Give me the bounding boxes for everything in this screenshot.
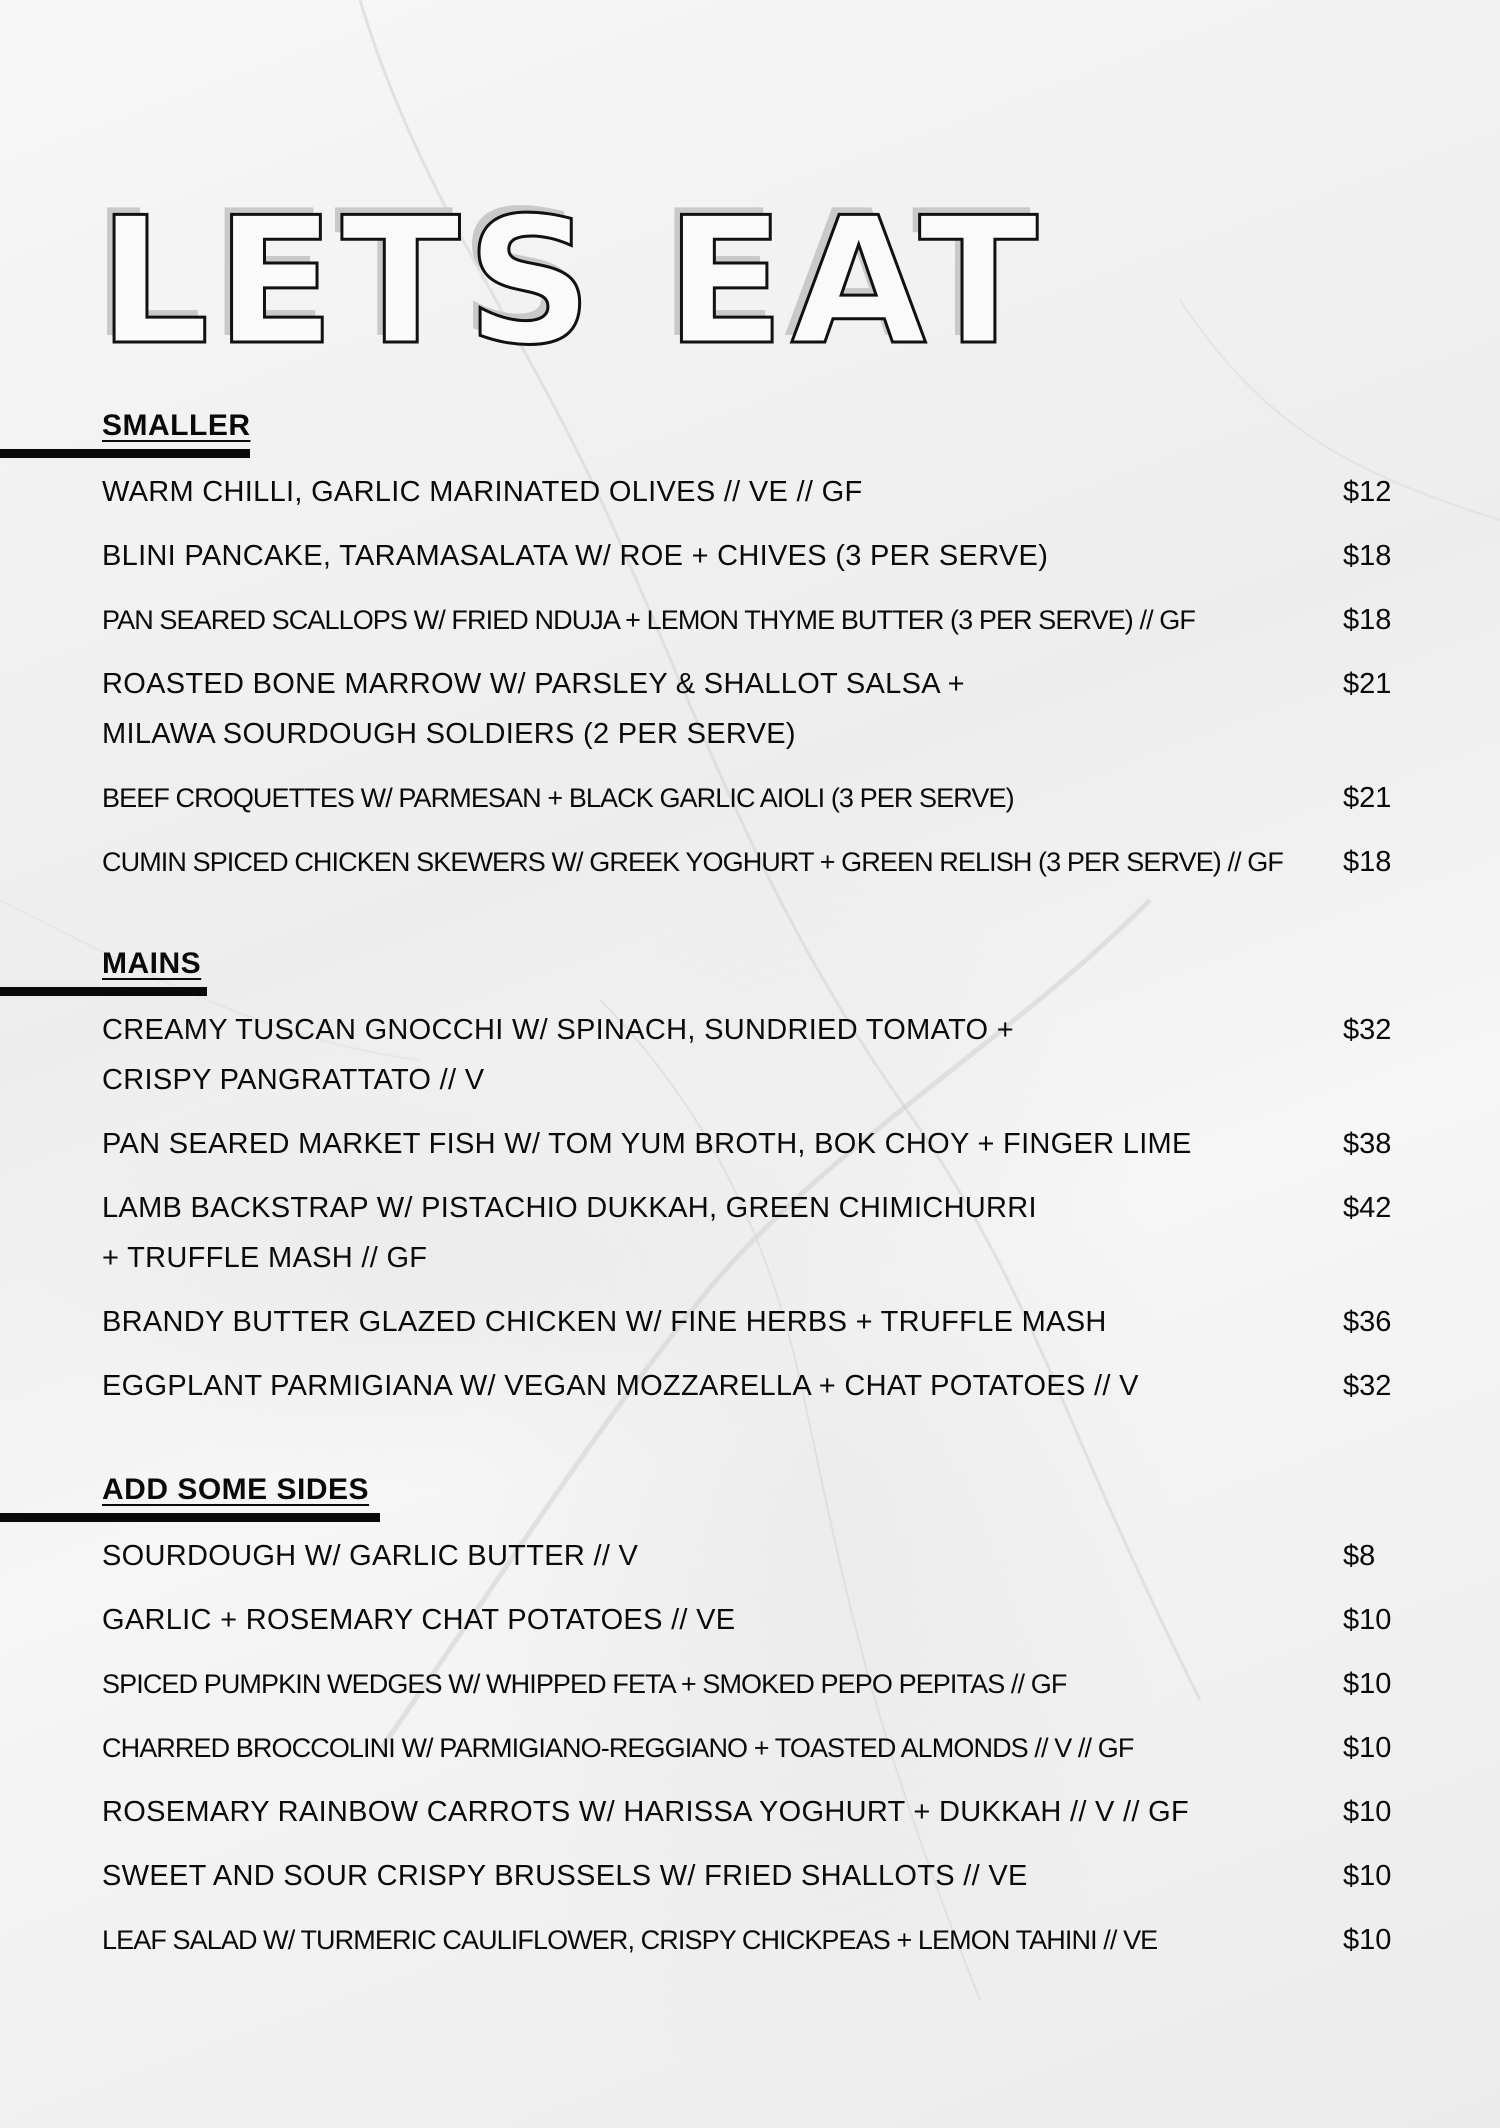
menu-item bbox=[0, 1119, 1500, 1183]
menu-item bbox=[0, 595, 1500, 659]
item-price: $10 bbox=[1343, 1924, 1392, 1956]
menu-item bbox=[0, 837, 1500, 901]
menu-item bbox=[0, 1361, 1500, 1425]
item-name: BLINI PANCAKE, TARAMASALATA W/ ROE + CHIVES (3 PER SERVE) bbox=[102, 540, 1049, 572]
menu-item-list bbox=[0, 1005, 1500, 1425]
menu-item bbox=[0, 1851, 1500, 1915]
item-price: $8 bbox=[1343, 1540, 1376, 1572]
item-name: CREAMY TUSCAN GNOCCHI W/ SPINACH, SUNDRIED TOMATO + CRISPY PANGRATTATO // V bbox=[102, 1014, 1015, 1096]
item-price: $42 bbox=[1343, 1192, 1392, 1224]
menu-item bbox=[0, 1531, 1500, 1595]
item-price: $38 bbox=[1343, 1128, 1392, 1160]
section-underline-bar bbox=[0, 987, 207, 996]
item-price: $32 bbox=[1343, 1370, 1392, 1402]
item-price: $18 bbox=[1343, 540, 1392, 572]
section-underline-bar bbox=[0, 1513, 380, 1522]
section-smaller bbox=[0, 395, 1500, 901]
menu-item bbox=[0, 1787, 1500, 1851]
item-name: SOURDOUGH W/ GARLIC BUTTER // V bbox=[102, 1540, 639, 1572]
item-price: $10 bbox=[1343, 1860, 1392, 1892]
menu-item bbox=[0, 1005, 1500, 1119]
menu-item bbox=[0, 1659, 1500, 1723]
item-name: LEAF SALAD W/ TURMERIC CAULIFLOWER, CRISPY CHICKPEAS + LEMON TAHINI // VE bbox=[102, 1925, 1158, 1955]
item-name: EGGPLANT PARMIGIANA W/ VEGAN MOZZARELLA + CHAT POTATOES // V bbox=[102, 1370, 1139, 1402]
menu-item bbox=[0, 659, 1500, 773]
menu-item bbox=[0, 773, 1500, 837]
item-name: GARLIC + ROSEMARY CHAT POTATOES // VE bbox=[102, 1604, 736, 1636]
item-price: $10 bbox=[1343, 1796, 1392, 1828]
item-price: $21 bbox=[1343, 668, 1392, 700]
menu-item bbox=[0, 1723, 1500, 1787]
item-name: WARM CHILLI, GARLIC MARINATED OLIVES // VE // GF bbox=[102, 476, 863, 508]
section-title: ADD SOME SIDES bbox=[102, 1473, 370, 1506]
item-price: $36 bbox=[1343, 1306, 1392, 1338]
item-price: $18 bbox=[1343, 604, 1392, 636]
menu-item bbox=[0, 531, 1500, 595]
item-name: ROASTED BONE MARROW W/ PARSLEY & SHALLOT SALSA + MILAWA SOURDOUGH SOLDIERS (2 PER SERVE) bbox=[102, 668, 965, 750]
section-add-some-sides bbox=[0, 1459, 1500, 1979]
item-price: $10 bbox=[1343, 1668, 1392, 1700]
item-name: CHARRED BROCCOLINI W/ PARMIGIANO-REGGIANO + TOASTED ALMONDS // V // GF bbox=[102, 1733, 1134, 1763]
item-name: BEEF CROQUETTES W/ PARMESAN + BLACK GARLIC AIOLI (3 PER SERVE) bbox=[102, 783, 1014, 813]
item-price: $21 bbox=[1343, 782, 1392, 814]
item-name: ROSEMARY RAINBOW CARROTS W/ HARISSA YOGHURT + DUKKAH // V // GF bbox=[102, 1796, 1189, 1828]
item-name: LAMB BACKSTRAP W/ PISTACHIO DUKKAH, GREEN CHIMICHURRI + TRUFFLE MASH // GF bbox=[102, 1192, 1037, 1274]
item-name: PAN SEARED SCALLOPS W/ FRIED NDUJA + LEMON THYME BUTTER (3 PER SERVE) // GF bbox=[102, 605, 1195, 635]
item-price: $10 bbox=[1343, 1604, 1392, 1636]
item-price: $10 bbox=[1343, 1732, 1392, 1764]
section-title: SMALLER bbox=[102, 409, 251, 442]
item-name: PAN SEARED MARKET FISH W/ TOM YUM BROTH, BOK CHOY + FINGER LIME bbox=[102, 1128, 1192, 1160]
menu-title: LETS EAT bbox=[98, 181, 1045, 384]
item-price: $32 bbox=[1343, 1014, 1392, 1046]
item-name: SPICED PUMPKIN WEDGES W/ WHIPPED FETA + SMOKED PEPO PEPITAS // GF bbox=[102, 1669, 1067, 1699]
section-mains bbox=[0, 933, 1500, 1425]
section-underline-bar bbox=[0, 449, 250, 458]
item-price: $12 bbox=[1343, 476, 1392, 508]
menu-item bbox=[0, 1915, 1500, 1979]
section-title: MAINS bbox=[102, 947, 202, 980]
menu-item bbox=[0, 467, 1500, 531]
menu-item bbox=[0, 1595, 1500, 1659]
menu-item bbox=[0, 1183, 1500, 1297]
item-name: CUMIN SPICED CHICKEN SKEWERS W/ GREEK YOGHURT + GREEN RELISH (3 PER SERVE) // GF bbox=[102, 847, 1283, 877]
menu-item-list bbox=[0, 1531, 1500, 1979]
menu-item bbox=[0, 1297, 1500, 1361]
item-price: $18 bbox=[1343, 846, 1392, 878]
item-name: SWEET AND SOUR CRISPY BRUSSELS W/ FRIED SHALLOTS // VE bbox=[102, 1860, 1028, 1892]
menu-item-list bbox=[0, 467, 1500, 901]
item-name: BRANDY BUTTER GLAZED CHICKEN W/ FINE HERBS + TRUFFLE MASH bbox=[102, 1306, 1107, 1338]
